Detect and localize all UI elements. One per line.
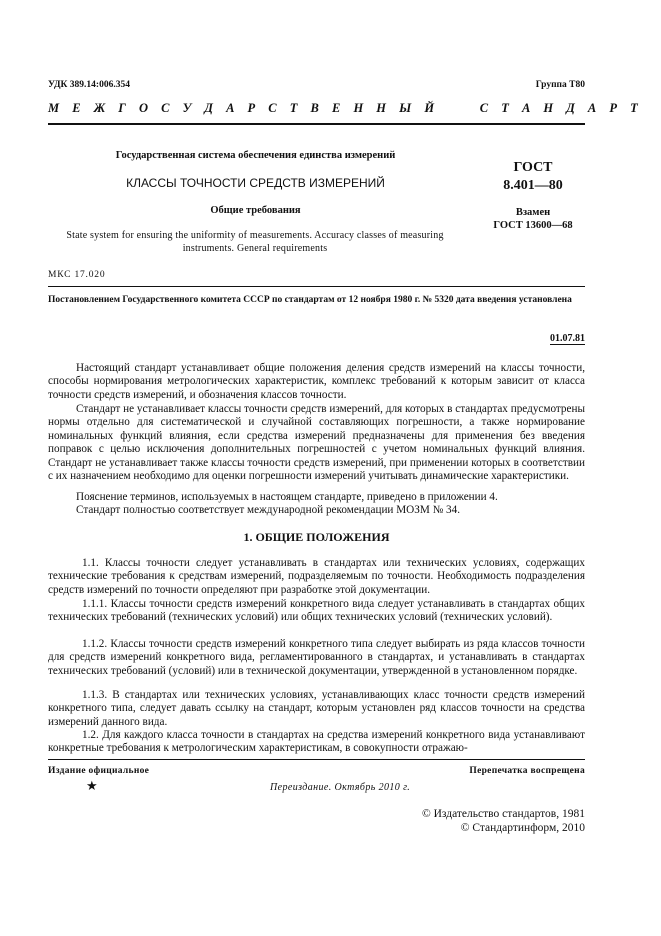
effective-date: 01.07.81 [550,333,585,344]
clause-1-1 [48,557,585,597]
copyright-standartinform: © Стандартинформ, 2010 [460,822,585,834]
copyright-publisher: © Издательство стандартов, 1981 [421,808,585,820]
intro-paragraph-4-text: Стандарт полностью соответствует международной рекомендации МОЗМ № 34. [76,504,461,516]
document-title: КЛАССЫ ТОЧНОСТИ СРЕДСТВ ИЗМЕРЕНИЙ [126,176,385,190]
footer-rule [48,759,585,760]
clause-1-1-2-text: 1.1.2. Классы точности средств измерений конкретного типа следует выбирать из ряда классов точности для средств измерений конкретного вида, регламентированного в стандартах, и устанавливать в стандартах технических требований (условий) или в технической документации, утвержденной в установленном порядке. [48,638,585,677]
intro-paragraph-3 [48,491,585,504]
clause-1-1-1-text: 1.1.1. Классы точности средств измерений конкретного вида следует устанавливать в стандартах общих технических требований (технических условий) или общих технических условий (технических условий). [48,598,585,624]
standard-banner: М Е Ж Г О С У Д А Р С Т В Е Н Н Ы Й С Т А Н Д А Р Т [48,101,643,115]
banner-rule [48,123,585,125]
clause-1-1-2 [48,638,585,678]
gost-label: ГОСТ [513,160,553,175]
group-code: Группа Т80 [535,80,585,90]
gost-number: 8.401—80 [503,178,563,193]
intro-paragraph-1-text: Настоящий стандарт устанавливает общие положения деления средств измерений на классы точности, способы нормирования метрологических характеристик, комплекс требований к которым зависит от класса точности средств измерений, и обозначения классов точности. [48,362,585,401]
intro-paragraph-3-text: Пояснение терминов, используемых в настоящем стандарте, приведено в приложении 4. [76,491,498,503]
udk-code: УДК 389.14:006.354 [48,80,130,90]
english-title-line-2: instruments. General requirements [182,243,328,254]
replaces-number: ГОСТ 13600—68 [493,220,573,231]
mks-rule [48,286,585,287]
replaces-label: Взамен [515,207,551,218]
official-edition: Издание официальное [48,766,150,776]
mks-code: МКС 17.020 [48,270,106,280]
english-title-line-1: State system for ensuring the uniformity of measurements. Accuracy classes of measuring [66,230,444,241]
intro-paragraph-2 [48,403,585,483]
decree-text: Постановлением Государственного комитета СССР по стандартам от 12 ноября 1980 г. № 5320 дата введения установлена [48,295,572,305]
reprint-prohibited: Перепечатка воспрещена [469,766,585,776]
clause-1-1-text: 1.1. Классы точности следует устанавливать в стандартах или технических условиях, содержащих технические требования к средствам измерений, подразделяемым по точности. Необходимость подразделения средств измерений по точности определяют при разработке этой документации. [48,557,585,596]
section-1-heading: 1. ОБЩИЕ ПОЛОЖЕНИЯ [243,530,390,544]
intro-paragraph-2-text: Стандарт не устанавливает классы точности средств измерений, для которых в стандартах предусмотрены нормы отдельно для систематической и случайной составляющих погрешности, а также нормирование номинальных функций влияния, если средства измерений предназначены для применения без введения поправок с целью исключения дополнительных погрешностей с учетом номинальных функций влияния. Стандарт не устанавливает также классы точности средств измерений, при применении которых в соответствии с их назначением необходимо для оценки погрешности измерений учитывать динамические характеристики. [48,403,585,483]
clause-1-2 [48,729,585,756]
clause-1-1-3 [48,689,585,729]
system-name: Государственная система обеспечения единства измерений [115,150,396,161]
star-icon: ★ [86,779,98,794]
clause-1-2-text: 1.2. Для каждого класса точности в стандартах на средства измерений конкретного вида устанавливают конкретные требования к метрологическим характеристикам, в совокупности отражаю- [48,729,585,755]
document-subtitle: Общие требования [210,205,301,216]
intro-paragraph-4 [48,504,585,517]
clause-1-1-1 [48,598,585,625]
clause-1-1-3-text: 1.1.3. В стандартах или технических условиях, устанавливающих класс точности средств измерений конкретного типа, следует давать ссылку на стандарт, которым установлен ряд классов точности на средства измерений данного вида. [48,689,585,728]
reissue-note: Переиздание. Октябрь 2010 г. [270,782,411,793]
intro-paragraph-1 [48,362,585,402]
